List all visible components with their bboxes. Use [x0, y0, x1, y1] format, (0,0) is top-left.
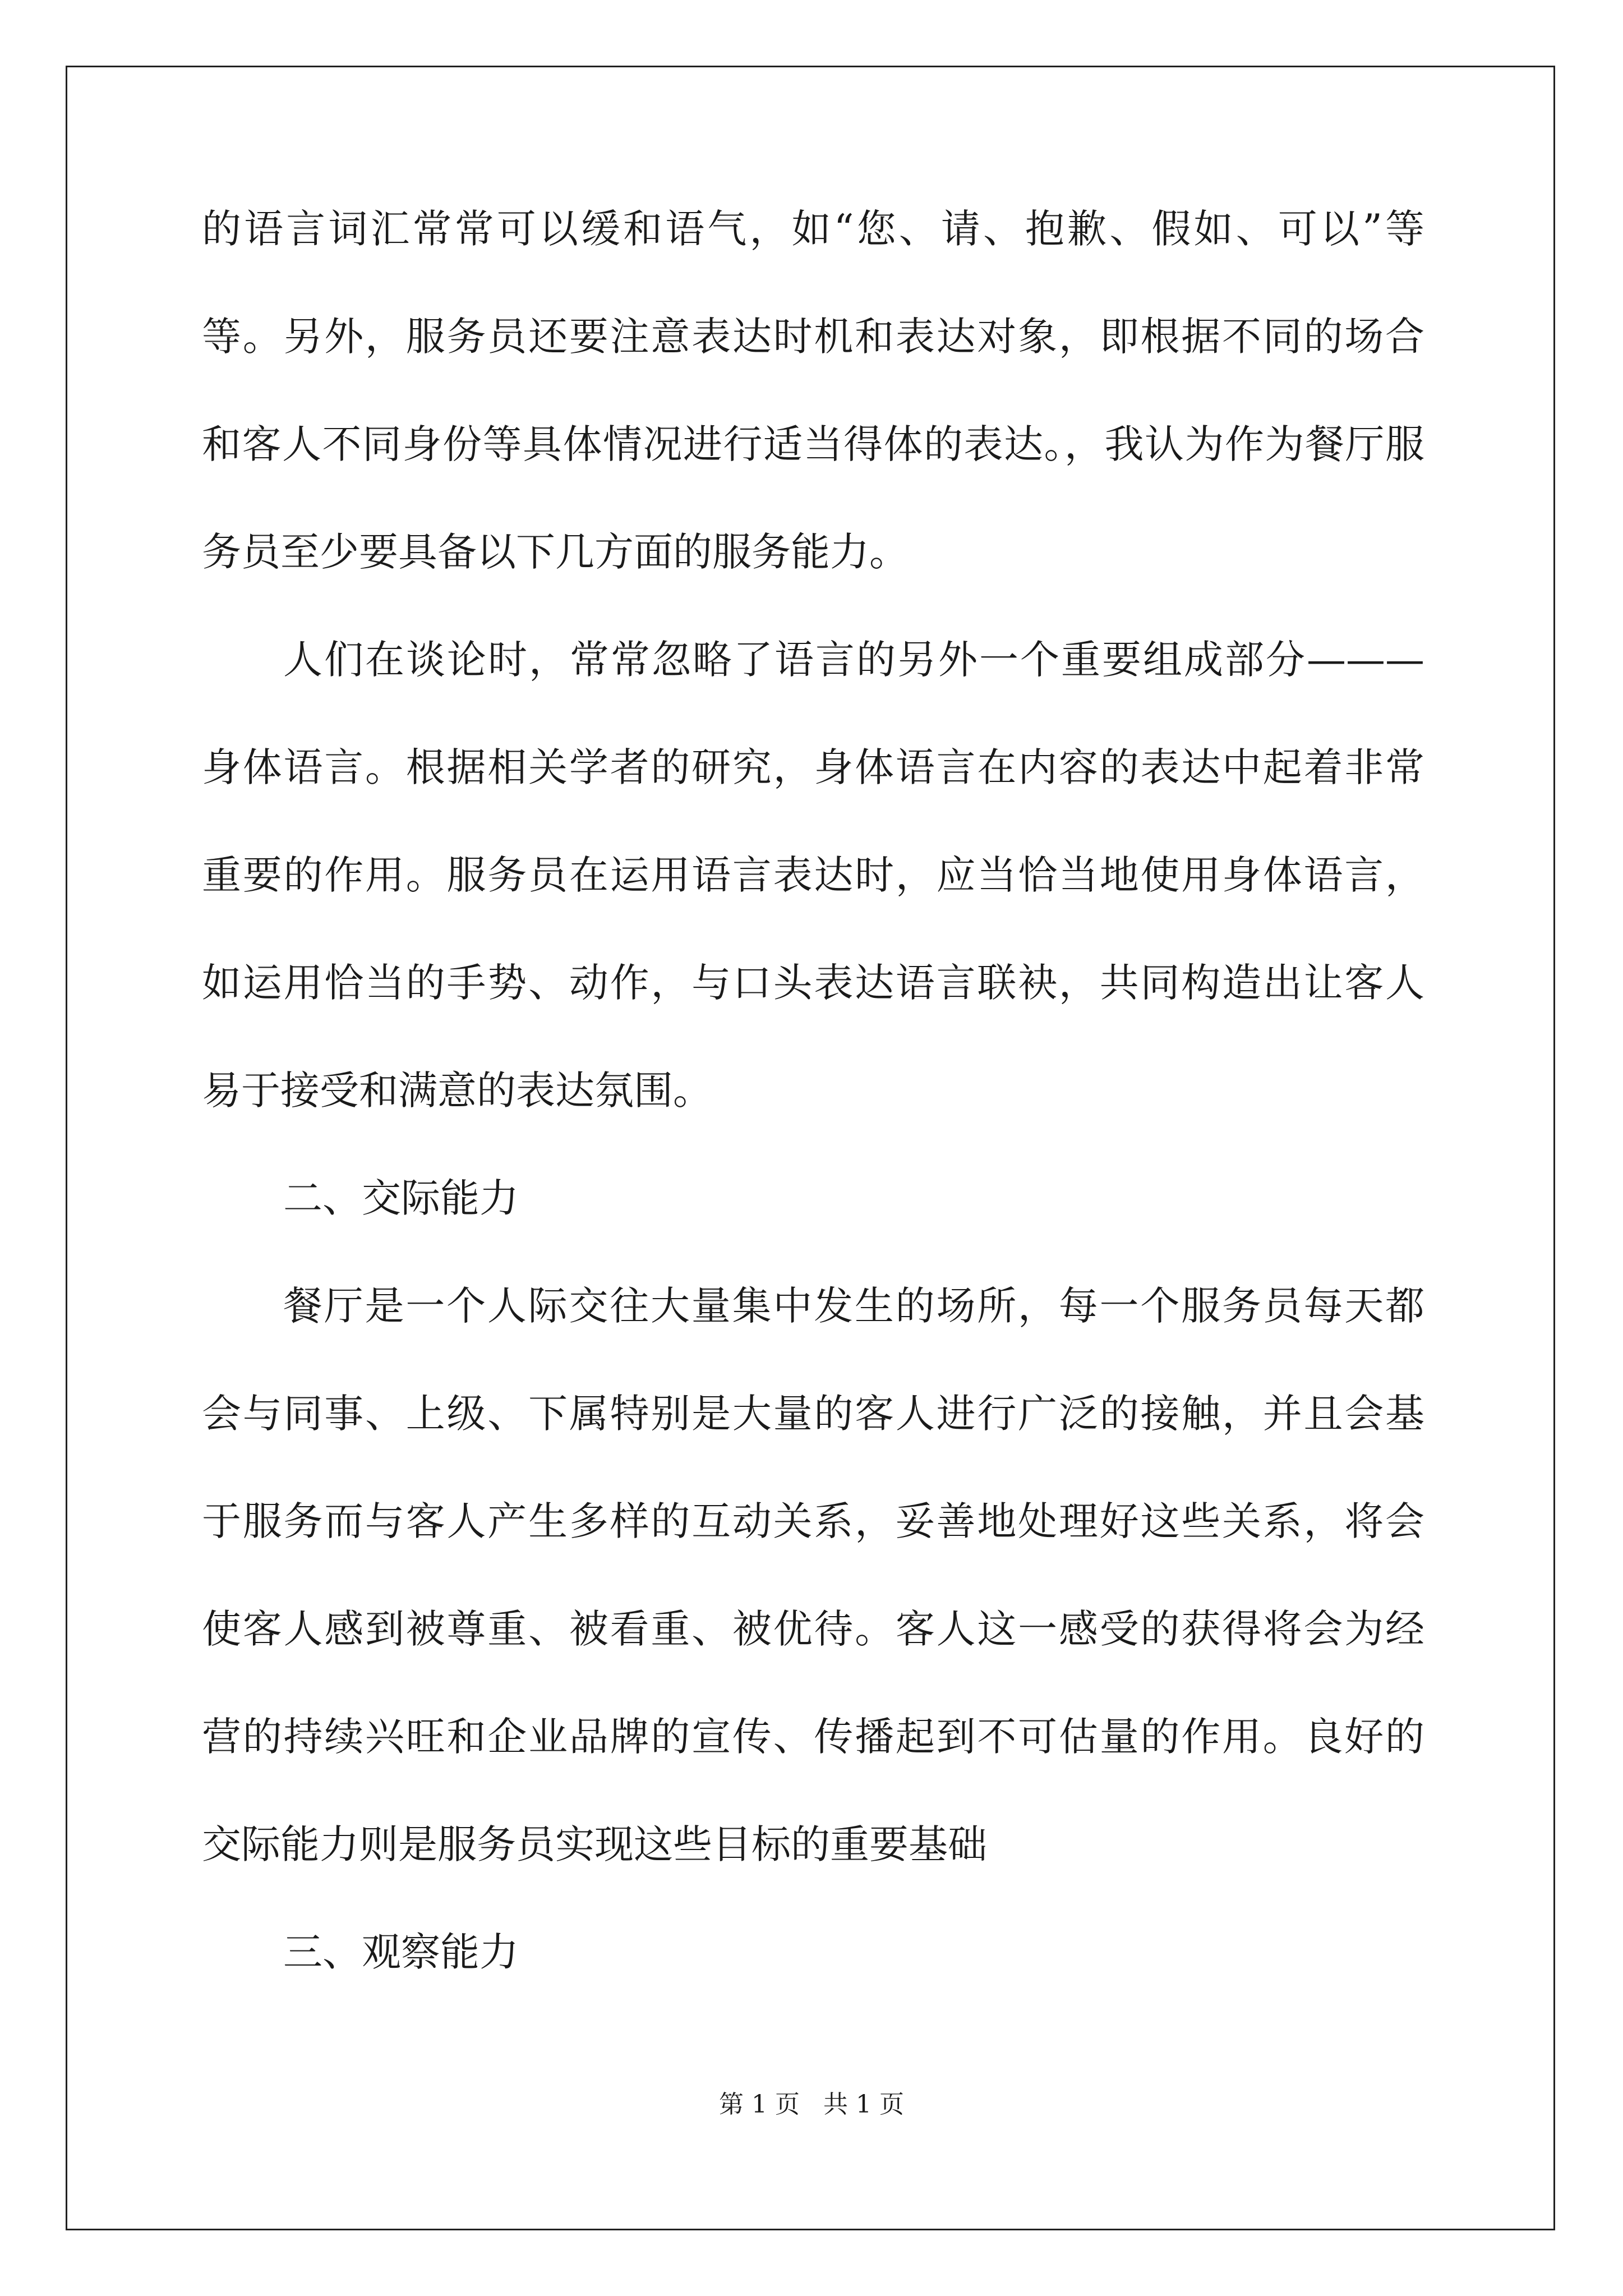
text-line: 的语言词汇常常可以缓和语气，如“您、请、抱歉、假如、可以”等	[202, 206, 1424, 252]
paragraph-first-line: 餐厅是一个人际交往大量集中发生的场所，每一个服务员每天都	[283, 1283, 1424, 1329]
text-line: 营的持续兴旺和企业品牌的宣传、传播起到不可估量的作用。良好的	[202, 1714, 1424, 1760]
text-line: 交际能力则是服务员实现这些目标的重要基础	[202, 1821, 987, 1867]
text-line: 会与同事、上级、下属特别是大量的客人进行广泛的接触，并且会基	[202, 1391, 1424, 1437]
text-line: 于服务而与客人产生多样的互动关系，妥善地处理好这些关系，将会	[202, 1498, 1424, 1544]
text-line: 和客人不同身份等具体情况进行适当得体的表达。，我认为作为餐厅服	[202, 421, 1424, 467]
text-line: 使客人感到被尊重、被看重、被优待。客人这一感受的获得将会为经	[202, 1606, 1424, 1652]
page-border	[66, 66, 1555, 2230]
paragraph-first-line: 人们在谈论时，常常忽略了语言的另外一个重要组成部分———	[283, 637, 1424, 683]
text-line: 如运用恰当的手势、动作，与口头表达语言联袂，共同构造出让客人	[202, 960, 1424, 1006]
text-line: 务员至少要具备以下几方面的服务能力。	[202, 529, 909, 575]
text-line: 易于接受和满意的表达氛围。	[202, 1068, 712, 1114]
section-heading: 二、交际能力	[283, 1175, 519, 1221]
text-line: 重要的作用。服务员在运用语言表达时，应当恰当地使用身体语言，	[202, 852, 1424, 898]
text-line: 身体语言。根据相关学者的研究，身体语言在内容的表达中起着非常	[202, 744, 1424, 790]
page-footer: 第 1 页 共 1 页	[719, 2090, 904, 2119]
text-line: 等。另外，服务员还要注意表达时机和表达对象，即根据不同的场合	[202, 314, 1424, 360]
section-heading: 三、观察能力	[283, 1929, 519, 1975]
